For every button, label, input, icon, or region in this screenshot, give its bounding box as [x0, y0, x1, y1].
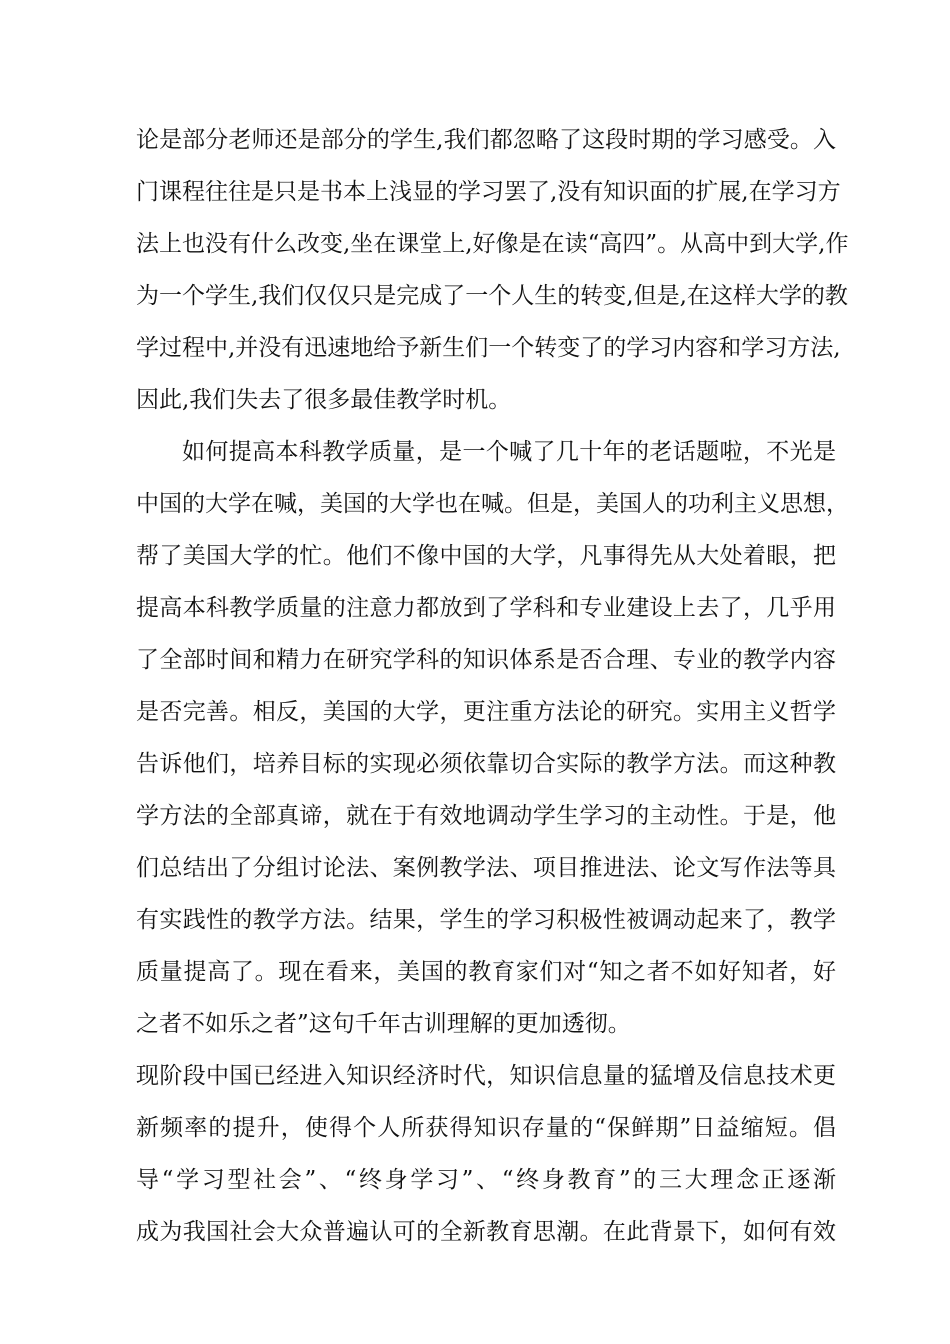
text-line: 告诉他们，培养目标的实现必须依靠切合实际的教学方法。而这种教	[136, 751, 836, 777]
text-line: 有实践性的教学方法。结果，学生的学习积极性被调动起来了，教学	[136, 907, 836, 933]
text-line: 新频率的提升，使得个人所获得知识存量的“保鲜期”日益缩短。倡	[136, 1115, 836, 1141]
text-line: 提高本科教学质量的注意力都放到了学科和专业建设上去了，几乎用	[136, 595, 836, 621]
text-line: 学过程中,并没有迅速地给予新生们一个转变了的学习内容和学习方法,	[136, 335, 841, 361]
text-line: 成为我国社会大众普遍认可的全新教育思潮。在此背景下，如何有效	[136, 1219, 836, 1245]
text-line: 为一个学生,我们仅仅只是完成了一个人生的转变,但是,在这样大学的教	[136, 283, 848, 309]
text-line: 学方法的全部真谛，就在于有效地调动学生学习的主动性。于是，他	[136, 803, 836, 829]
text-line: 门课程往往是只是书本上浅显的学习罢了,没有知识面的扩展,在学习方	[136, 179, 841, 205]
text-line: 了全部时间和精力在研究学科的知识体系是否合理、专业的教学内容	[136, 647, 836, 673]
text-line: 现阶段中国已经进入知识经济时代，知识信息量的猛增及信息技术更	[136, 1063, 836, 1089]
text-line: 导“学习型社会”、“终身学习”、“终身教育”的三大理念正逐渐	[136, 1167, 836, 1193]
text-line: 因此,我们失去了很多最佳教学时机。	[136, 387, 512, 413]
text-line: 论是部分老师还是部分的学生,我们都忽略了这段时期的学习感受。入	[136, 127, 836, 153]
text-line: 质量提高了。现在看来，美国的教育家们对“知之者不如好知者，好	[136, 959, 836, 985]
text-line: 帮了美国大学的忙。他们不像中国的大学，凡事得先从大处着眼，把	[136, 543, 836, 569]
text-line: 法上也没有什么改变,坐在课堂上,好像是在读“高四”。从高中到大学,作	[136, 231, 849, 257]
text-line: 是否完善。相反，美国的大学，更注重方法论的研究。实用主义哲学	[136, 699, 836, 725]
text-line: 之者不如乐之者”这句千年古训理解的更加透彻。	[136, 1011, 631, 1037]
text-line: 中国的大学在喊，美国的大学也在喊。但是，美国人的功利主义思想，	[136, 491, 849, 517]
text-line: 们总结出了分组讨论法、案例教学法、项目推进法、论文写作法等具	[136, 855, 836, 881]
text-line: 如何提高本科教学质量，是一个喊了几十年的老话题啦，不光是	[182, 439, 836, 465]
